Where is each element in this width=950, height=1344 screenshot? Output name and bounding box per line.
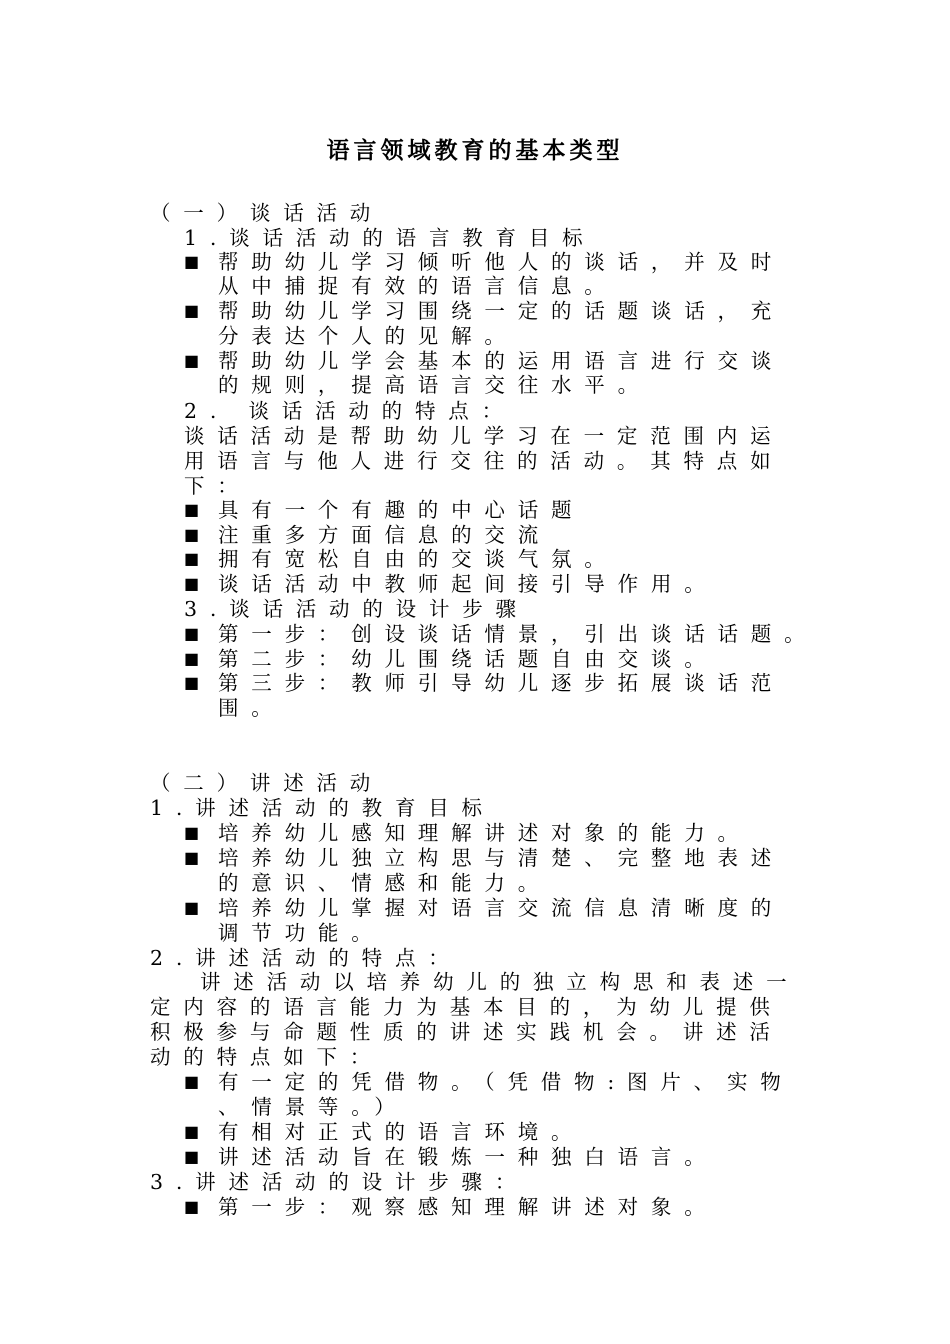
paragraph-line: 动的特点如下： — [150, 1045, 384, 1069]
paragraph-line: 用语言与他人进行交往的活动。其特点如 — [184, 449, 784, 473]
section2-subheading-features: 2.讲述活动的特点： — [150, 946, 462, 970]
bullet-icon: ■ — [184, 1072, 200, 1091]
feature-text-line: 、情景等。） — [218, 1095, 408, 1119]
paragraph-line: 讲述活动以培养幼儿的独立构思和表述一 — [200, 970, 800, 994]
feature-text-line: 有相对正式的语言环境。 — [218, 1120, 585, 1144]
section1-heading: （一）谈话活动 — [150, 201, 384, 225]
bullet-icon: ■ — [184, 848, 200, 867]
feature-text-line: 有一定的凭借物。（凭借物:图片、实物 — [218, 1070, 794, 1094]
feature-text-line: 谈话活动中教师起间接引导作用。 — [218, 572, 718, 596]
goal-text-line: 帮助幼儿学习围绕一定的话题谈话，充 — [218, 299, 785, 323]
step-text-line: 第二步：幼儿围绕话题自由交谈。 — [218, 647, 718, 671]
feature-text-line: 具有一个有趣的中心话题 — [218, 498, 585, 522]
goal-text-line: 培养幼儿感知理解讲述对象的能力。 — [218, 821, 751, 845]
section2-heading: （二）讲述活动 — [150, 771, 384, 795]
paragraph-line: 定内容的语言能力为基本目的，为幼儿提供 — [150, 995, 783, 1019]
goal-text-line: 帮助幼儿学习倾听他人的谈话，并及时 — [218, 250, 785, 274]
bullet-icon: ■ — [184, 500, 200, 519]
section1-subheading-goals: 1.谈话活动的语言教育目标 — [184, 226, 596, 250]
feature-text-line: 讲述活动旨在锻炼一种独白语言。 — [218, 1145, 718, 1169]
section1-subheading-features: 2. 谈话活动的特点： — [184, 399, 515, 423]
bullet-icon: ■ — [184, 898, 200, 917]
bullet-icon: ■ — [184, 525, 200, 544]
document-title: 语言领域教育的基本类型 — [326, 137, 624, 164]
section1-subheading-steps: 3.谈话活动的设计步骤 — [184, 597, 529, 621]
feature-text-line: 注重多方面信息的交流 — [218, 523, 551, 547]
paragraph-line: 下： — [184, 474, 251, 498]
section2-subheading-steps: 3.讲述活动的设计步骤： — [150, 1170, 529, 1194]
bullet-icon: ■ — [184, 574, 200, 593]
step-text-line: 围。 — [218, 696, 285, 720]
goal-text-line: 帮助幼儿学会基本的运用语言进行交谈 — [218, 349, 785, 373]
feature-text-line: 拥有宽松自由的交谈气氛。 — [218, 547, 618, 571]
bullet-icon: ■ — [184, 624, 200, 643]
bullet-icon: ■ — [184, 649, 200, 668]
goal-text-line: 的规则，提高语言交往水平。 — [218, 373, 651, 397]
bullet-icon: ■ — [184, 1197, 200, 1216]
bullet-icon: ■ — [184, 1122, 200, 1141]
bullet-icon: ■ — [184, 1147, 200, 1166]
goal-text-line: 调节功能。 — [218, 921, 385, 945]
step-text-line: 第一步：创设谈话情景，引出谈话话题。 — [218, 622, 818, 646]
goal-text-line: 培养幼儿掌握对语言交流信息清晰度的 — [218, 896, 785, 920]
bullet-icon: ■ — [184, 673, 200, 692]
bullet-icon: ■ — [184, 252, 200, 271]
bullet-icon: ■ — [184, 301, 200, 320]
bullet-icon: ■ — [184, 351, 200, 370]
paragraph-line: 谈话活动是帮助幼儿学习在一定范围内运 — [184, 424, 784, 448]
step-text-line: 第一步：观察感知理解讲述对象。 — [218, 1195, 718, 1219]
bullet-icon: ■ — [184, 549, 200, 568]
step-text-line: 第三步：教师引导幼儿逐步拓展谈话范 — [218, 671, 785, 695]
section2-subheading-goals: 1.讲述活动的教育目标 — [150, 796, 495, 820]
bullet-icon: ■ — [184, 823, 200, 842]
goal-text-line: 的意识、情感和能力。 — [218, 871, 551, 895]
goal-text-line: 培养幼儿独立构思与清楚、完整地表述 — [218, 846, 785, 870]
paragraph-line: 积极参与命题性质的讲述实践机会。讲述活 — [150, 1020, 783, 1044]
goal-text-line: 从中捕捉有效的语言信息。 — [218, 274, 618, 298]
goal-text-line: 分表达个人的见解。 — [218, 324, 518, 348]
